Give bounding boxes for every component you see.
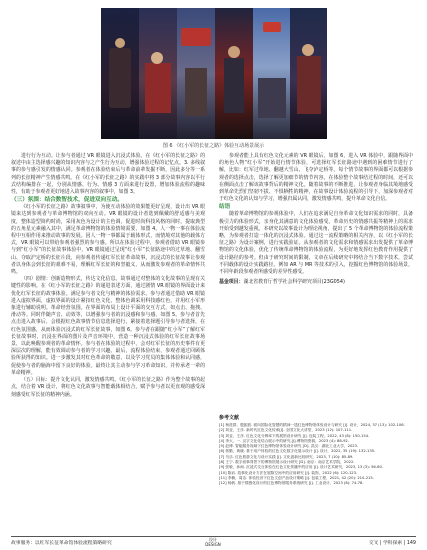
reference-item: [8] 王宁. 数字叙事背景下的博物馆展示设计研究 [D]. 南京：南京艺术学院，2022. — [219, 460, 355, 465]
fund-note — [219, 279, 413, 286]
reference-item: [12] 杨帆. 基于情感化设计的红色博物馆服务系统研究 [J]. 工业设计，2023 (8): 74-76. — [219, 481, 364, 486]
vr-scene-panel — [177, 8, 215, 139]
vr-scene-panel — [101, 8, 139, 139]
right-column — [219, 153, 413, 286]
running-title: 故事服务：以红军长征革命馆体验流程策略研究 — [11, 541, 112, 546]
journal-logo-en: DESIGN — [205, 542, 221, 547]
body-paragraph: 参观者能上具有红色文化元素的 VR 眼镜后，如图 6，进入 VR 体验中，跟随界面中的角色人物“红小军”开始进行情节体验，可选择红军长征路途中遇到的困难情节进行了解，比如：红军过草地、翻越大雪山、飞夺泸定桥等。每个情节故事的界面都可以根据参观者的选择点击，选择了解更加细节的情节内容。在体验整个故事结过程的时间，还可以在侧面点击了解该故事背后的精神文化。随着故事的不断推进，让参观者身临其境地感受到革命先烈们坚韧不拔、不惧牺牲的精神，在故事设计体验流程的引导下，加深参观者对于红色文化的认知与学习，增强归属认同，激发情感共鸣，提升革命文化自信。 — [219, 153, 413, 203]
reference-item: [7] 马乐. 红色旅游文化与设计实践 [J]. 文化创新比较研究，2023, 7 (10): 85-89. — [219, 454, 354, 459]
reference-item: [3] 刘亚，王彦. 红色文化分辨率下的展馆设计研究 [J]. 包装工程，2022, 43 (8): 150-154. — [219, 433, 370, 438]
reference-item: [4] 李大，一. 汉字文化化结合展示中的研究.[J].博物馆资源，2023 (4): 88-92. — [219, 438, 349, 443]
left-column — [11, 153, 205, 399]
vr-scene-panel — [215, 8, 253, 139]
body-paragraph: 《红小军的长征之路》故事叙事中，为使互动体验的效果能更好呈现，设计出 VR 眼镜来达到参观者与革命博物馆的双向互动。VR 眼镜的设计者选到佩戴的舒适感与美观度，整体造型简约时尚，采用灰色为设计的主色调，促进时尚科技风格的同时，提取典型的五角星元素融入其中，满足革命博物馆的体验情境需要，如图 4。人一物一事在体验流程中互相作用来推动故事的发展。因人一物一事都属于载体形式，而情境对其他的载体方式，VR 眼镜可以带给参观者强烈的参与感。所以在体验过程中，参观者借助 VR 眼镜参与到“红小军”的长征故事体验中，VR 眼镜通过呈现“红小军”长征路途中的过草地、翻雪山、夺取沪定桥的长征片段，向参观者传递红军长征革命故事。沉浸式的长征故事让参观者以身体会到长征的艰难不易，理解红军长征的和坚毅义，从而激发参观者的革命情怀共鸣。 — [11, 204, 205, 276]
reference-item: [2] 刘亚，王彦. 新时代红色文化传承[J]. 全国文化大讲堂，2023 (12): 107-111. — [219, 428, 353, 433]
reference-item: [10] 陈岩. 故事化设计方法在展陈空间中的应用研究 [J]. 装饰，2022 (6): 120-123. — [219, 470, 358, 475]
vr-scene-panel — [253, 8, 290, 139]
body-paragraph: 进行行为互动。让参与者通过 VR 眼镜进入沉浸式体验。在《红小军的长征之路》的叙述中由主选择感兴趣的知识内容与之产生行为互动，增强体验过程的记忆点。3. 多线叙事的参与感引发的情感认同。参观者在体验结束后与革命前辈发掘不断，因此多分等一系列的长征精神产生情感共鸣。在《红小军的长征之路》的实践中将 3 部分故事内容以平行式结构编排在一起，分别从情感、行为、情感 3 方面来进行设置，增加体验流程的趣味性，有助于参观者更好地进入故事内容的叙事中，如图 3。 — [11, 153, 205, 196]
page-section-number: 交叉 | 学科探索 | 149 — [368, 541, 416, 546]
reference-item: [11] 李楠，周洁. 体验经济下红色文创产品设计策略 [J]. 包装工程，2021, 42 (20): 210-215. — [219, 475, 374, 480]
references-title: 参考文献 — [219, 415, 240, 421]
fund-label: 基金项目： — [219, 279, 244, 286]
body-paragraph: （五）目标：提升文化认同，激发情感共鸣。《红小军的长征之路》作为整个故事的起点，结合着 VR 设计，将红色文化故事与智能载体相结合，赋予参与者以更直观的感受深刻感受红军长征的精神内涵。 — [11, 377, 205, 398]
figure-caption: 图 6 《红小军的长征之路》体验互动场景展示 — [162, 143, 265, 149]
section-heading: （三）氛围：结合数智技术，促进双向互动。 — [11, 197, 123, 204]
vr-scene-panel — [290, 8, 327, 139]
conclusion-heading: 结语 — [219, 204, 231, 211]
reference-item: [6] 郭勤，黄晓. 基于用户体验的红色文化数字化展示设计 [J]. 设计，2022, 35 (19): 132-135. — [219, 449, 376, 454]
journal-logo-cn: 设计 — [209, 537, 217, 542]
figure-6-vr-scenes — [101, 8, 327, 139]
references — [219, 414, 413, 487]
vr-scene-panel — [139, 8, 177, 139]
journal-logo — [190, 537, 236, 547]
reference-item: [1] 杨进群，殷振波. 面向国际化智慧的精神一遗红色博物馆体验设计与研究 [J]. 设计，2024, 37 (13): 102-106. — [219, 423, 405, 427]
body-paragraph: 随着革命博物馆的参观体验中，人们在追求满足自身革命文化知识需求的同时，具备极引力的体验形式，亲身化其满意的文化体验感受。革命历史的情感共振等精神上的需求开始受到越发重视。本研究以故事设计为理论视角，提出了 5 个革命博物馆的体验流程策略，为参观者打造一体化的沉浸式体验。通过这一流程策略的相关内容，以《红小军的长征之路》为设计案例，进行实践验证。从参观者的文化需求和情感需求出发提供了革命博物馆的文化体验，优化了传统革命博物馆的体验流程，为更好地发挥红色教育作用提供了设计路径的参考。但由于研究时间的限制，文章在后续研究中将结合当下数字技术，尝试不同载体的设计实践路径。例如 AR 与 MR 等技术的引入，挖掘红色博物馆的体验场景，不同年龄段参观者所感受的差异性感受。 — [219, 211, 413, 276]
reference-item: [5] 赵博. 智能服务视域下红色博物馆体验设计研究 [D]. 武汉：湖北工业大学，2023. — [219, 444, 359, 449]
body-paragraph: （四）剧情：创新造物形式，传达文化信息。故事通过对整体的文化故事的呈现有关键性的影响。在《红小军的长征之路》的递进表述方面，通过剧情 VR 眼镜的界面设计来优化红军长征的故事体验。满足参与者文化与精神的体验需求。参与者通过借助 VR 眼镜进入虚拟界面，虚拟界面的设计紧扣红色文化，整体色调采用科技感红色，并用红小军形象进行辅助说明。革命经营氛围。在界面的布局上设计平面的交互方式，如点击、拖拽、滑动等。同时伴随声音、动效等，以增强参与者的沉浸感和参与感，如图 5。参与者首先点击进入故事后，会根据红色故事情节信息选择进行，紧接着选择题引导参与者选择，在红色氛围感，从而体验沉浸式的红军长征故事，如图 6。参与者在跟随“红小军”了解红军长征故事时，沉浸在界面的图片及声音环境中，营造一种沉浸式体验的红军长征故事场景，以此唤醒参观者的革命情怀。参与者在体验的过程中，会对红军长征的历史事件有更深层次的理解，能有效调动参与者的学习兴趣。最后，流程体验结束，参观者通过回顾体验所获得的知识。进一步激发其对红色革命的敬意，以及学习党员的集体体验和认同感，促使参与者的脑海中留下良好的体验。最终让其主动参与学习革命知识，并传承老一辈的革命精神。 — [11, 276, 205, 376]
reference-item: [9] 张敏，孙雨. 沉浸式交互体验在红色文化传播中的应用 [J]. 设计艺术研究，2023, 13 (3): 56-60. — [219, 465, 383, 470]
fund-value: 湖北省教育厅哲学社会科学研究项目(23G054) — [243, 279, 345, 286]
